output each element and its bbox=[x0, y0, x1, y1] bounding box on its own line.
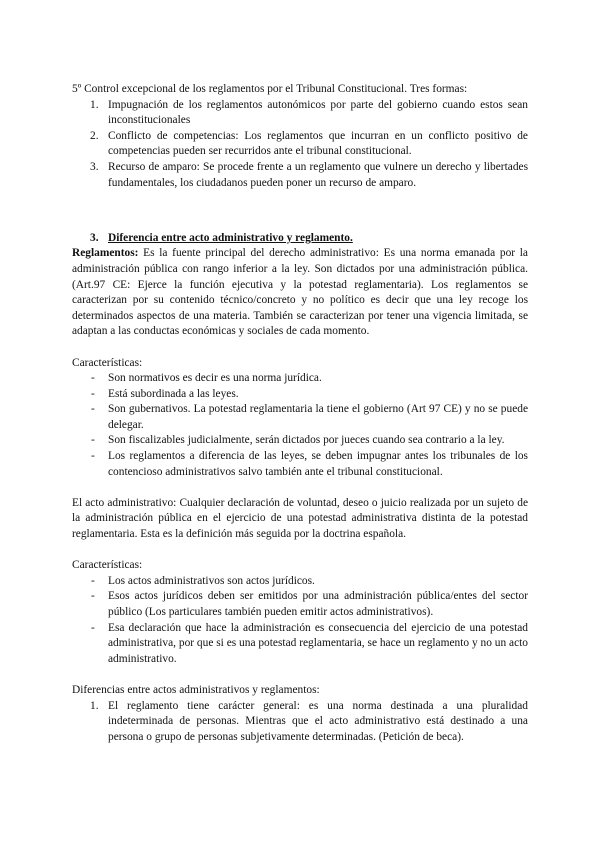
list-item bbox=[72, 589, 528, 620]
list-number: 1. bbox=[90, 98, 99, 111]
dash-marker: - bbox=[91, 403, 95, 416]
list-item bbox=[72, 98, 528, 129]
list-item-text: Esos actos jurídicos deben ser emitidos por una administración pública/entes del sector público (Los particulares también pueden emitir actos administrativos). bbox=[108, 590, 528, 618]
list-number: 2. bbox=[90, 129, 99, 142]
list-item-text: Impugnación de los reglamentos autonómicos por parte del gobierno cuando estos sean inconstitucionales bbox=[108, 98, 528, 127]
list-item-text: Los reglamentos a diferencia de las leyes, se deben impugnar antes los tribunales de los contencioso administrativos salvo también ante el tribunal constitucional. bbox=[108, 450, 528, 478]
dash-marker: - bbox=[91, 434, 95, 447]
list-item-text: Son fiscalizables judicialmente, serán dictados por jueces cuando sea contrario a la ley. bbox=[108, 434, 505, 447]
diferencias-list bbox=[72, 699, 528, 746]
reglamentos-paragraph bbox=[72, 246, 528, 340]
list-item-text: El reglamento tiene carácter general: es una norma destinada a una pluralidad indeterminada de personas. Mientras que el acto administrativo está destinado a una persona o grupo de personas subjetivamente determinadas. (Petición de beca). bbox=[108, 699, 528, 743]
section-heading bbox=[72, 231, 528, 247]
list-item-text: Conflicto de competencias: Los reglamentos que incurran en un conflicto positivo de competencias pueden ser recurridos ante el tribunal constitucional. bbox=[108, 129, 528, 158]
section-title: Diferencia entre acto administrativo y reglamento. bbox=[108, 231, 353, 244]
dash-marker: - bbox=[91, 387, 95, 400]
dash-marker: - bbox=[91, 621, 95, 634]
acto-paragraph: El acto administrativo: Cualquier declaración de voluntad, deseo o juicio realizada por un sujeto de la administración pública en el ejercicio de una potestad administrativa distinta de la potestad reglamentaria. Esta es la definición más seguida por la doctrina española. bbox=[72, 496, 528, 541]
dash-marker: - bbox=[91, 450, 95, 463]
list-item bbox=[72, 621, 528, 668]
list-item bbox=[72, 160, 528, 191]
dash-marker: - bbox=[91, 574, 95, 587]
section-number: 3. bbox=[90, 231, 99, 244]
reglamentos-text: Es la fuente principal del derecho administrativo: Es una norma emanada por la administración pública con rango inferior a la ley. Son dictados por una administración pública. (Art.97 CE: Ejerce la función ejecutiva y la potestad reglamentaria). Los reglamentos se caracterizan por su contenido técnico/concreto y no político es decir que una ley recoge los determinados aspectos de una materia. También se caracterizan por tener una vigencia limitada, se adaptan a las conductas económicas y sociales de cada momento. bbox=[72, 247, 528, 338]
caracteristicas-list bbox=[72, 371, 528, 480]
list-item-text: Son normativos es decir es una norma jurídica. bbox=[108, 372, 322, 385]
caracteristicas-title: Características: bbox=[72, 559, 143, 572]
list-item-text: Recurso de amparo: Se procede frente a un reglamento que vulnere un derecho y libertades fundamentales, los ciudadanos pueden poner un recurso de amparo. bbox=[108, 160, 528, 189]
intro-list bbox=[72, 98, 528, 192]
reglamentos-label: Reglamentos: bbox=[72, 247, 139, 260]
list-item bbox=[72, 449, 528, 480]
list-item bbox=[72, 574, 528, 590]
list-item bbox=[72, 699, 528, 746]
list-item bbox=[72, 402, 528, 433]
list-item-text: Está subordinada a las leyes. bbox=[108, 387, 239, 400]
list-item bbox=[72, 387, 528, 403]
list-item-text: Son gubernativos. La potestad reglamentaria la tiene el gobierno (Art 97 CE) y no se puede delegar. bbox=[108, 403, 528, 431]
list-item bbox=[72, 433, 528, 449]
intro-title: 5º Control excepcional de los reglamentos por el Tribunal Constitucional. Tres formas: bbox=[72, 83, 468, 95]
dash-marker: - bbox=[91, 372, 95, 385]
caracteristicas-title: Características: bbox=[72, 356, 143, 369]
caracteristicas-list bbox=[72, 574, 528, 668]
list-item bbox=[72, 129, 528, 160]
diferencias-title: Diferencias entre actos administrativos y reglamentos: bbox=[72, 683, 320, 696]
list-item-text: Los actos administrativos son actos jurídicos. bbox=[108, 574, 315, 587]
list-number: 1. bbox=[90, 699, 99, 712]
list-number: 3. bbox=[90, 160, 99, 173]
dash-marker: - bbox=[91, 590, 95, 603]
list-item bbox=[72, 371, 528, 387]
list-item-text: Esa declaración que hace la administración es consecuencia del ejercicio de una potestad administrativa, por que si es una potestad reglamentaria, se hace un reglamento y no un acto administrativo. bbox=[108, 621, 528, 665]
